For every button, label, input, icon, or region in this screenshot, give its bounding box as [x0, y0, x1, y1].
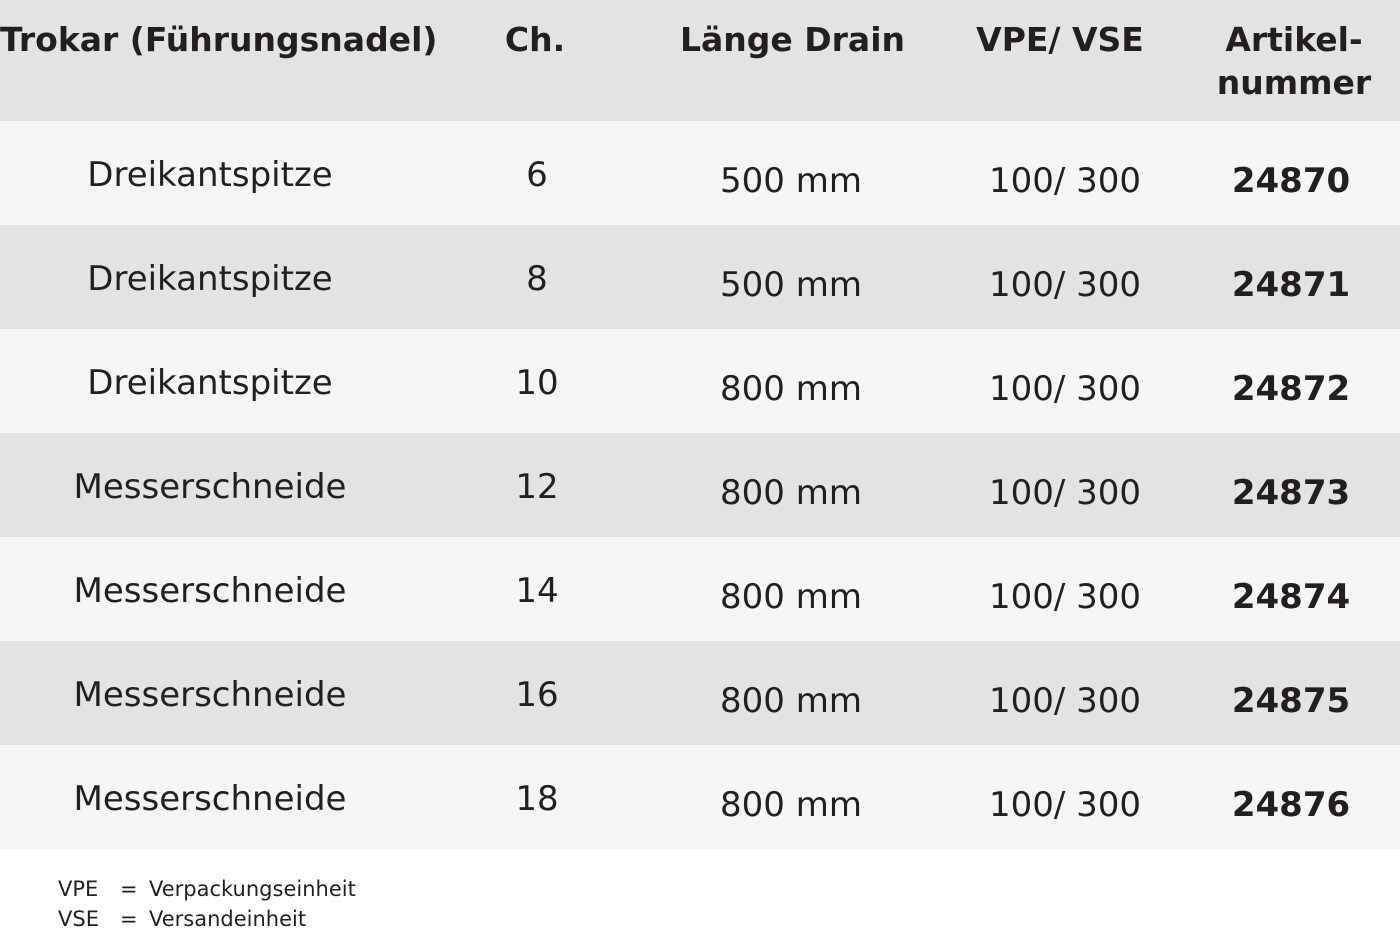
table-row [0, 225, 1400, 329]
cell-ch: 16 [515, 675, 559, 715]
cell-trokar: Messerschneide [73, 675, 347, 715]
cell-vpe: 100/ 300 [988, 265, 1142, 305]
cell-artikelnummer: 24870 [1231, 161, 1351, 201]
cell-laenge: 800 mm [720, 785, 862, 825]
cell-trokar: Messerschneide [73, 467, 347, 507]
cell-vpe: 100/ 300 [988, 161, 1142, 201]
cell-vpe: 100/ 300 [988, 473, 1142, 513]
cell-trokar: Messerschneide [73, 571, 347, 611]
footnotes [58, 874, 458, 934]
table-row [0, 745, 1400, 849]
table-header [0, 0, 1400, 121]
footnote-definition: Verpackungseinheit [149, 877, 356, 901]
cell-artikelnummer: 24872 [1231, 369, 1351, 409]
header-artikelnummer [1210, 18, 1378, 104]
table-row [0, 329, 1400, 433]
cell-laenge: 800 mm [720, 369, 862, 409]
cell-vpe: 100/ 300 [988, 369, 1142, 409]
cell-laenge: 800 mm [720, 577, 862, 617]
header-trokar: Trokar (Führungsnadel) [0, 20, 438, 59]
footnote-equals: = [120, 877, 138, 901]
cell-ch: 10 [515, 363, 559, 403]
cell-laenge: 500 mm [720, 161, 862, 201]
table-row [0, 433, 1400, 537]
cell-artikelnummer: 24875 [1231, 681, 1351, 721]
header-laenge-drain: Länge Drain [679, 20, 906, 59]
table-row [0, 537, 1400, 641]
footnote-abbr: VSE [58, 907, 99, 931]
header-ch: Ch. [504, 20, 566, 59]
cell-trokar: Dreikantspitze [87, 259, 333, 299]
cell-vpe: 100/ 300 [988, 785, 1142, 825]
cell-laenge: 800 mm [720, 681, 862, 721]
cell-ch: 8 [526, 259, 548, 299]
cell-artikelnummer: 24871 [1231, 265, 1351, 305]
footnote-vse [58, 904, 458, 934]
table-row [0, 121, 1400, 225]
cell-ch: 12 [515, 467, 559, 507]
cell-vpe: 100/ 300 [988, 577, 1142, 617]
cell-trokar: Messerschneide [73, 779, 347, 819]
cell-trokar: Dreikantspitze [87, 363, 333, 403]
cell-vpe: 100/ 300 [988, 681, 1142, 721]
cell-trokar: Dreikantspitze [87, 155, 333, 195]
cell-laenge: 800 mm [720, 473, 862, 513]
table-row [0, 641, 1400, 745]
cell-ch: 18 [515, 779, 559, 819]
cell-ch: 14 [515, 571, 559, 611]
footnote-definition: Versandeinheit [149, 907, 307, 931]
header-artikel-line1: Artikel- [1225, 20, 1363, 59]
cell-laenge: 500 mm [720, 265, 862, 305]
footnote-abbr: VPE [58, 877, 99, 901]
cell-artikelnummer: 24876 [1231, 785, 1351, 825]
footnote-equals: = [120, 907, 138, 931]
cell-artikelnummer: 24873 [1231, 473, 1351, 513]
footnote-vpe [58, 874, 458, 904]
header-vpe-vse: VPE/ VSE [976, 20, 1144, 59]
cell-artikelnummer: 24874 [1231, 577, 1351, 617]
cell-ch: 6 [526, 155, 548, 195]
header-artikel-line2: nummer [1216, 63, 1372, 102]
